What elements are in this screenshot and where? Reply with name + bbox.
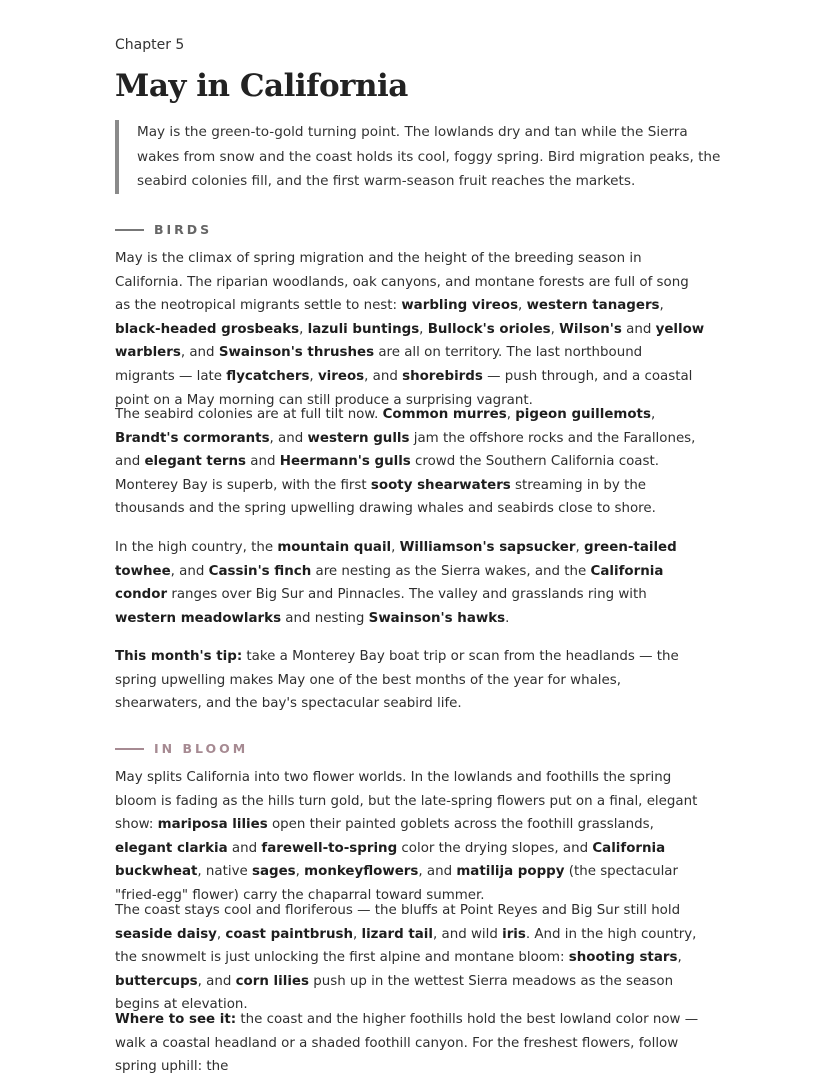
highlighted-term: corn lilies [235,973,309,989]
highlighted-term: Bullock's orioles [427,321,551,337]
highlighted-term: western gulls [307,430,410,446]
birds-tip-paragraph: This month's tip: take a Monterey Bay boat trip or scan from the headlands — the spring upwelling makes May one of the best months of the year for whales, shearwaters, and the bay's spectacular seabird life. [115,649,679,712]
highlighted-term: monkeyflowers [304,864,419,880]
highlighted-term: California condor [115,563,664,603]
highlighted-term: western tanagers [526,298,660,314]
heading-rule [115,229,144,231]
highlighted-term: farewell-to-spring [261,840,398,856]
section-heading-label: IN BLOOM [154,741,249,756]
highlighted-term: Common murres [382,407,507,422]
heading-rule [115,748,144,750]
highlighted-term: shooting stars [568,950,678,966]
highlighted-term: coast paintbrush [225,926,353,942]
highlighted-term: buttercups [115,973,198,989]
highlighted-term: Swainson's hawks [368,610,506,626]
highlighted-term: Brandt's cormorants [115,430,270,446]
highlighted-term: western meadowlarks [115,610,282,626]
highlighted-term: green-tailed towhee [115,540,677,579]
highlighted-term: Heermann's gulls [279,454,411,470]
birds-paragraph-1: May is the climax of spring migration and the height of the breeding season in California. The riparian woodlands, oak canyons, and montane forests are full of song as the neotropical migrants settle to nest: warbling vireos, western tanagers, black-headed grosbeaks, lazuli buntings, Bullock's orioles, Wilson's and yellow warblers, and Swainson's thrushes are all on territory. The last northbound migrants — late flycatchers, vireos, and shorebirds — push through, and a coastal point on a May morning can still produce a surprising vagrant. [115,251,705,408]
highlighted-term: seaside daisy [115,926,217,942]
highlighted-term: shorebirds [402,368,483,384]
bloom-paragraph-2: The coast stays cool and floriferous — the bluffs at Point Reyes and Big Sur still hold seaside daisy, coast paintbrush, lizard tail, and wild iris. And in the high country, the snowmelt is just unlocking the first alpine and montane bloom: shooting stars, buttercups, and corn lilies push up in the wettest Sierra meadows as the season begins at elevation. [115,903,697,1013]
highlighted-term: matilija poppy [456,864,565,880]
highlighted-term: sages [252,864,296,880]
highlighted-term: lazuli buntings [307,321,420,337]
bloom-where-paragraph: Where to see it: the coast and the higher foothills hold the best lowland color now — walk a coastal headland or a shaded foothill canyon. For the freshest flowers, follow spring uphill: the [115,1012,699,1075]
highlighted-term: yellow warblers [115,321,705,361]
intro-blockquote: May is the green-to-gold turning point. The lowlands dry and tan while the Sierra wakes from snow and the coast holds its cool, foggy spring. Bird migration peaks, the seabird colonies fill, and the first warm-season fruit reaches the markets. [115,120,727,194]
section-heading-in-bloom [115,741,248,756]
bloom-paragraph-1: May splits California into two flower worlds. In the lowlands and foothills the spring bloom is fading as the hills turn gold, but the late-spring flowers put on a final, elegant show: mariposa lilies open their painted goblets across the foothill grasslands, elegant clarkia and farewell-to-spring color the drying slopes, and California buckwheat, native sages, monkeyflowers, and matilija poppy (the spectacular "fried-egg" flower) carry the chaparral toward summer. [115,770,698,903]
highlighted-term: Williamson's sapsucker [399,540,576,555]
page-title: May in California [115,68,408,104]
birds-paragraph-2: The seabird colonies are at full tilt now. Common murres, pigeon guillemots, Brandt's cormorants, and western gulls jam the offshore rocks and the Farallones, and elegant terns and Heermann's gulls crowd the Southern California coast. Monterey Bay is superb, with the first sooty shearwaters streaming in by the thousands and the spring upwelling drawing whales and seabirds close to shore. [115,407,696,517]
highlighted-term: pigeon guillemots [515,407,651,422]
highlighted-term: warbling vireos [401,298,519,314]
highlighted-term: mariposa lilies [157,817,268,833]
highlighted-term: Swainson's thrushes [218,345,375,361]
section-heading-birds [115,222,212,237]
highlighted-term: This month's tip: [115,649,243,664]
highlighted-term: black-headed grosbeaks [115,321,300,337]
highlighted-term: Wilson's [559,321,622,337]
birds-paragraph-3: In the high country, the mountain quail, Williamson's sapsucker, green-tailed towhee, and Cassin's finch are nesting as the Sierra wakes, and the California condor ranges over Big Sur and Pinnacles. The valley and grasslands ring with western meadowlarks and nesting Swainson's hawks. [115,540,677,626]
section-heading-label: BIRDS [154,222,213,237]
highlighted-term: elegant terns [144,454,247,470]
chapter-label: Chapter 5 [115,37,185,53]
highlighted-term: elegant clarkia [115,840,228,856]
highlighted-term: Cassin's finch [208,563,312,579]
highlighted-term: vireos [317,368,365,384]
highlighted-term: iris [502,926,526,942]
highlighted-term: sooty shearwaters [370,477,511,493]
highlighted-term: California buckwheat [115,840,666,880]
highlighted-term: Where to see it: [115,1012,237,1027]
highlighted-term: lizard tail [361,926,433,942]
highlighted-term: mountain quail [277,540,392,555]
highlighted-term: flycatchers [226,368,310,384]
